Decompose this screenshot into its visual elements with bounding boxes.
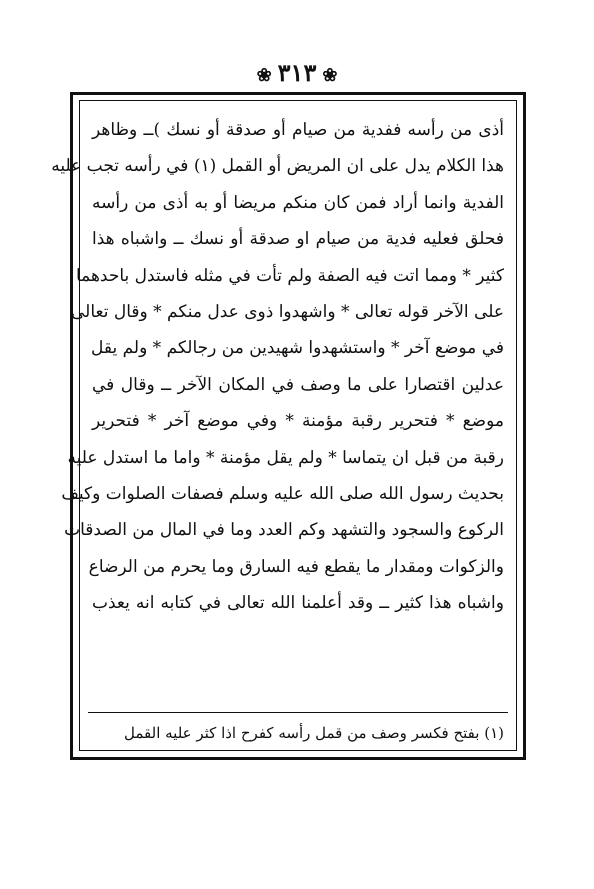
text-line: موضع * فتحرير رقبة مؤمنة * وفي موضع آخر * فتحرير [92, 411, 504, 432]
text-line: فحلق فعليه فدية من صيام او صدقة أو نسك ــ واشباه هذا [92, 229, 504, 250]
text-line: واشباه هذا كثير ــ وقد أعلمنا الله تعالى في كتابه انه يعذب [92, 593, 504, 614]
text-line: في موضع آخر * واستشهدوا شهيدين من رجالكم * ولم يقل [90, 338, 504, 359]
footnote [92, 718, 504, 748]
ornament-icon: ❀ [322, 65, 338, 86]
text-line: كثير * ومما اتت فيه الصفة ولم تأت في مثله فاستدل باحدهما [75, 265, 504, 286]
footnote-marker: (١) [484, 724, 504, 742]
text-line: والزكوات ومقدار ما يقطع فيه السارق وما يحرم من الرضاع [88, 556, 504, 577]
text-line: هذا الكلام يدل على ان المريض أو القمل (١) في رأسه تجب عليه [51, 156, 504, 177]
footnote-separator [88, 712, 508, 713]
footnote-text: بفتح فكسر وصف من قمل رأسه كفرح اذا كثر عليه القمل [124, 724, 480, 742]
text-line: رقبة من قبل ان يتماسا * ولم يقل مؤمنة * واما ما استدل عليه [67, 447, 504, 468]
text-line: أذى من رأسه ففدية من صيام أو صدقة أو نسك )ــ وظاهر [92, 120, 504, 140]
ornament-icon: ❀ [256, 65, 272, 86]
body-text [51, 112, 504, 707]
text-line: بحديث رسول الله صلى الله عليه وسلم فصفات الصلوات وكيف [61, 483, 504, 504]
text-line: على الآخر قوله تعالى * واشهدوا ذوى عدل منكم * وقال تعالى [71, 301, 504, 322]
page-number: ٣١٣ [277, 58, 317, 87]
page-number-header [0, 58, 594, 87]
text-line: الفدية وانما أراد فمن كان منكم مريضا أو به أذى من رأسه [92, 192, 504, 213]
text-line: الركوع والسجود والتشهد وكم العدد وما في المال من الصدقات [64, 520, 504, 541]
text-line: عدلين اقتصارا على ما وصف في المكان الآخر ــ وقال في [92, 374, 504, 395]
